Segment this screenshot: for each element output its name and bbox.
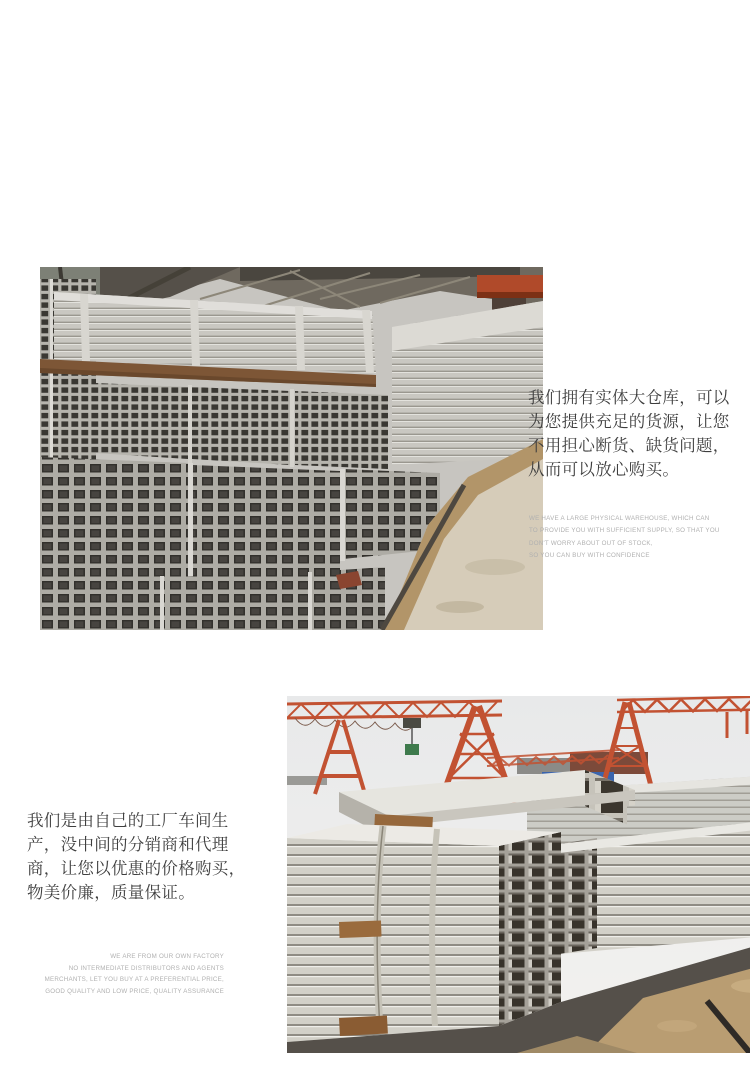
- factory-yard-photo-art: [287, 696, 750, 1053]
- warehouse-photo: [40, 267, 543, 630]
- heading-line: 物美价廉，质量保证。: [27, 883, 195, 902]
- warehouse-photo-art: [40, 267, 543, 630]
- caption-line: WE ARE FROM OUR OWN FACTORY: [110, 953, 224, 960]
- heading-line: 商，让您以优惠的价格购买，: [27, 859, 246, 878]
- caption-line: GOOD QUALITY AND LOW PRICE, QUALITY ASSURANCE: [45, 987, 224, 995]
- factory-yard-photo: [287, 696, 750, 1053]
- heading-line: 不用担心断货、缺货问题，: [528, 436, 730, 455]
- heading-line: 从而可以放心购买。: [528, 460, 680, 479]
- heading-line: 为您提供充足的货源，让您: [528, 412, 730, 431]
- caption-line: TO PROVIDE YOU WITH SUFFICIENT SUPPLY, SO THAT YOU: [529, 527, 720, 535]
- caption-line: DON'T WORRY ABOUT OUT OF STOCK,: [529, 539, 653, 547]
- warehouse-caption: [529, 513, 739, 562]
- steel-tube-stacks: [40, 383, 440, 630]
- warehouse-heading: [528, 386, 748, 482]
- factory-caption: [0, 951, 224, 997]
- caption-line: NO INTERMEDIATE DISTRIBUTORS AND AGENTS: [68, 964, 224, 972]
- heading-line: 我们拥有实体大仓库，可以: [528, 388, 730, 407]
- caption-line: MERCHANTS, LET YOU BUY AT A PREFERENTIAL PRICE,: [44, 976, 224, 984]
- factory-heading: [27, 809, 262, 905]
- heading-line: 产，没中间的分销商和代理: [27, 835, 229, 854]
- heading-line: 我们是由自己的工厂车间生: [27, 811, 229, 830]
- caption-line: SO YOU CAN BUY WITH CONFIDENCE: [529, 551, 650, 559]
- channel-steel-stack-front: [287, 824, 561, 1042]
- caption-line: WE HAVE A LARGE PHYSICAL WAREHOUSE, WHICH CAN: [529, 515, 710, 522]
